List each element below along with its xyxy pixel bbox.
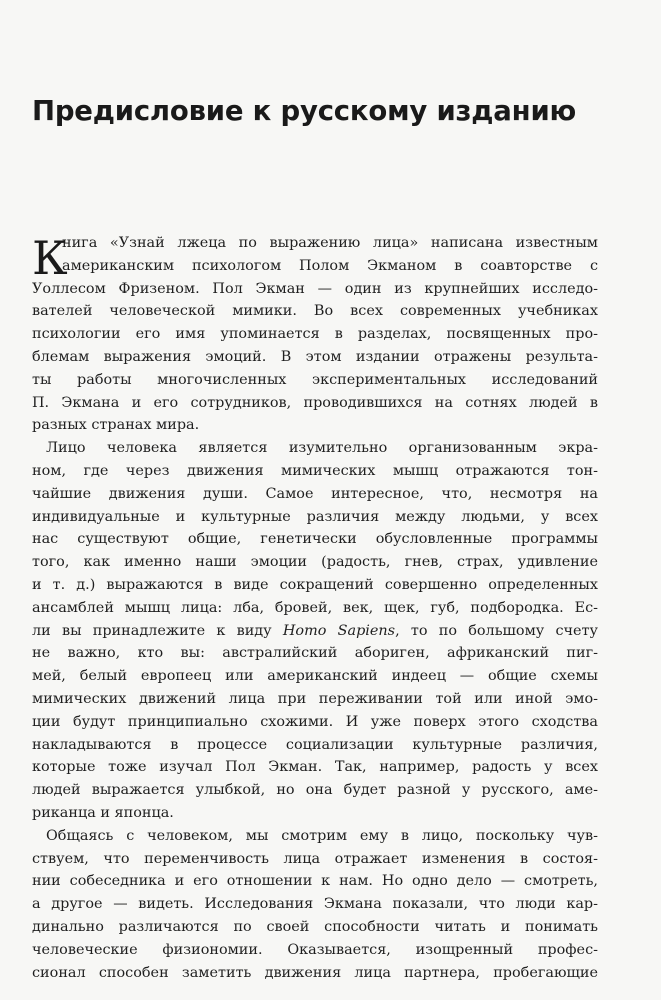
- text-line: Лицо человека является изумительно организованным экра-: [46, 440, 598, 457]
- text-segment: , то по большому счету: [395, 622, 598, 639]
- drop-cap: К: [32, 231, 68, 285]
- text-line: которые тоже изучал Пол Экман. Так, например, радость у всех: [32, 759, 598, 776]
- text-line: Общаясь с человеком, мы смотрим ему в лицо, поскольку чув-: [46, 827, 598, 844]
- text-line: блемам выражения эмоций. В этом издании отражены результа-: [32, 348, 598, 365]
- text-segment: ли вы принадлежите к виду: [32, 622, 283, 639]
- text-line: ансамблей мышц лица: лба, бровей, век, щек, губ, подбородка. Ес-: [32, 599, 598, 616]
- text-line: ствуем, что переменчивость лица отражает изменения в состоя-: [32, 850, 598, 867]
- text-line: накладываются в процессе социализации культурные различия,: [32, 736, 598, 753]
- text-line: нас существуют общие, генетически обусловленные программы: [32, 531, 598, 548]
- text-line: разных странах мира.: [32, 417, 200, 434]
- text-line: нии собеседника и его отношении к нам. Но одно дело — смотреть,: [32, 873, 598, 890]
- italic-term: Homo Sapiens: [282, 622, 396, 639]
- paragraph-3: [32, 825, 598, 985]
- text-line: вателей человеческой мимики. Во всех современных учебниках: [32, 303, 598, 320]
- body-text: [32, 232, 598, 984]
- text-line: П. Экмана и его сотрудников, проводившихся на сотнях людей в: [32, 394, 598, 411]
- text-line: ты работы многочисленных экспериментальных исследований: [32, 371, 598, 388]
- text-line: того, как именно наши эмоции (радость, гнев, страх, удивление: [32, 554, 598, 571]
- text-line-with-italic: [32, 620, 598, 643]
- text-line: чайшие движения души. Самое интересное, что, несмотря на: [32, 485, 598, 502]
- text-line: сионал способен заметить движения лица партнера, пробегающие: [32, 964, 598, 981]
- paragraph-1: [32, 232, 598, 437]
- text-line: и т. д.) выражаются в виде сокращений совершенно определенных: [32, 576, 598, 593]
- text-line: динально различаются по своей способности читать и понимать: [32, 918, 598, 935]
- text-line: риканца и японца.: [32, 804, 174, 821]
- text-line: мей, белый европеец или американский индеец — общие схемы: [32, 668, 598, 685]
- paragraph-2: [32, 437, 598, 825]
- text-line: нига «Узнай лжеца по выражению лица» написана известным: [62, 235, 598, 251]
- text-line: мимических движений лица при переживании той или иной эмо-: [32, 690, 598, 707]
- text-line: не важно, кто вы: австралийский абориген, африканский пиг-: [32, 645, 598, 662]
- text-line: индивидуальные и культурные различия между людьми, у всех: [32, 508, 598, 525]
- text-line: человеческие физиономии. Оказывается, изощренный профес-: [32, 941, 598, 958]
- text-line: Уоллесом Фризеном. Пол Экман — один из крупнейших исследо-: [32, 280, 598, 297]
- text-line: американским психологом Полом Экманом в соавторстве с: [62, 257, 598, 274]
- text-line: ции будут принципиально схожими. И уже поверх этого сходства: [32, 713, 598, 730]
- page-title: Предисловие к русскому изданию: [32, 95, 577, 127]
- text-line: психологии его имя упоминается в разделах, посвященных про-: [32, 326, 598, 343]
- text-line: а другое — видеть. Исследования Экмана показали, что люди кар-: [32, 896, 598, 913]
- text-line: ном, где через движения мимических мышц отражаются тон-: [32, 462, 598, 479]
- text-line: людей выражается улыбкой, но она будет разной у русского, аме-: [32, 782, 598, 799]
